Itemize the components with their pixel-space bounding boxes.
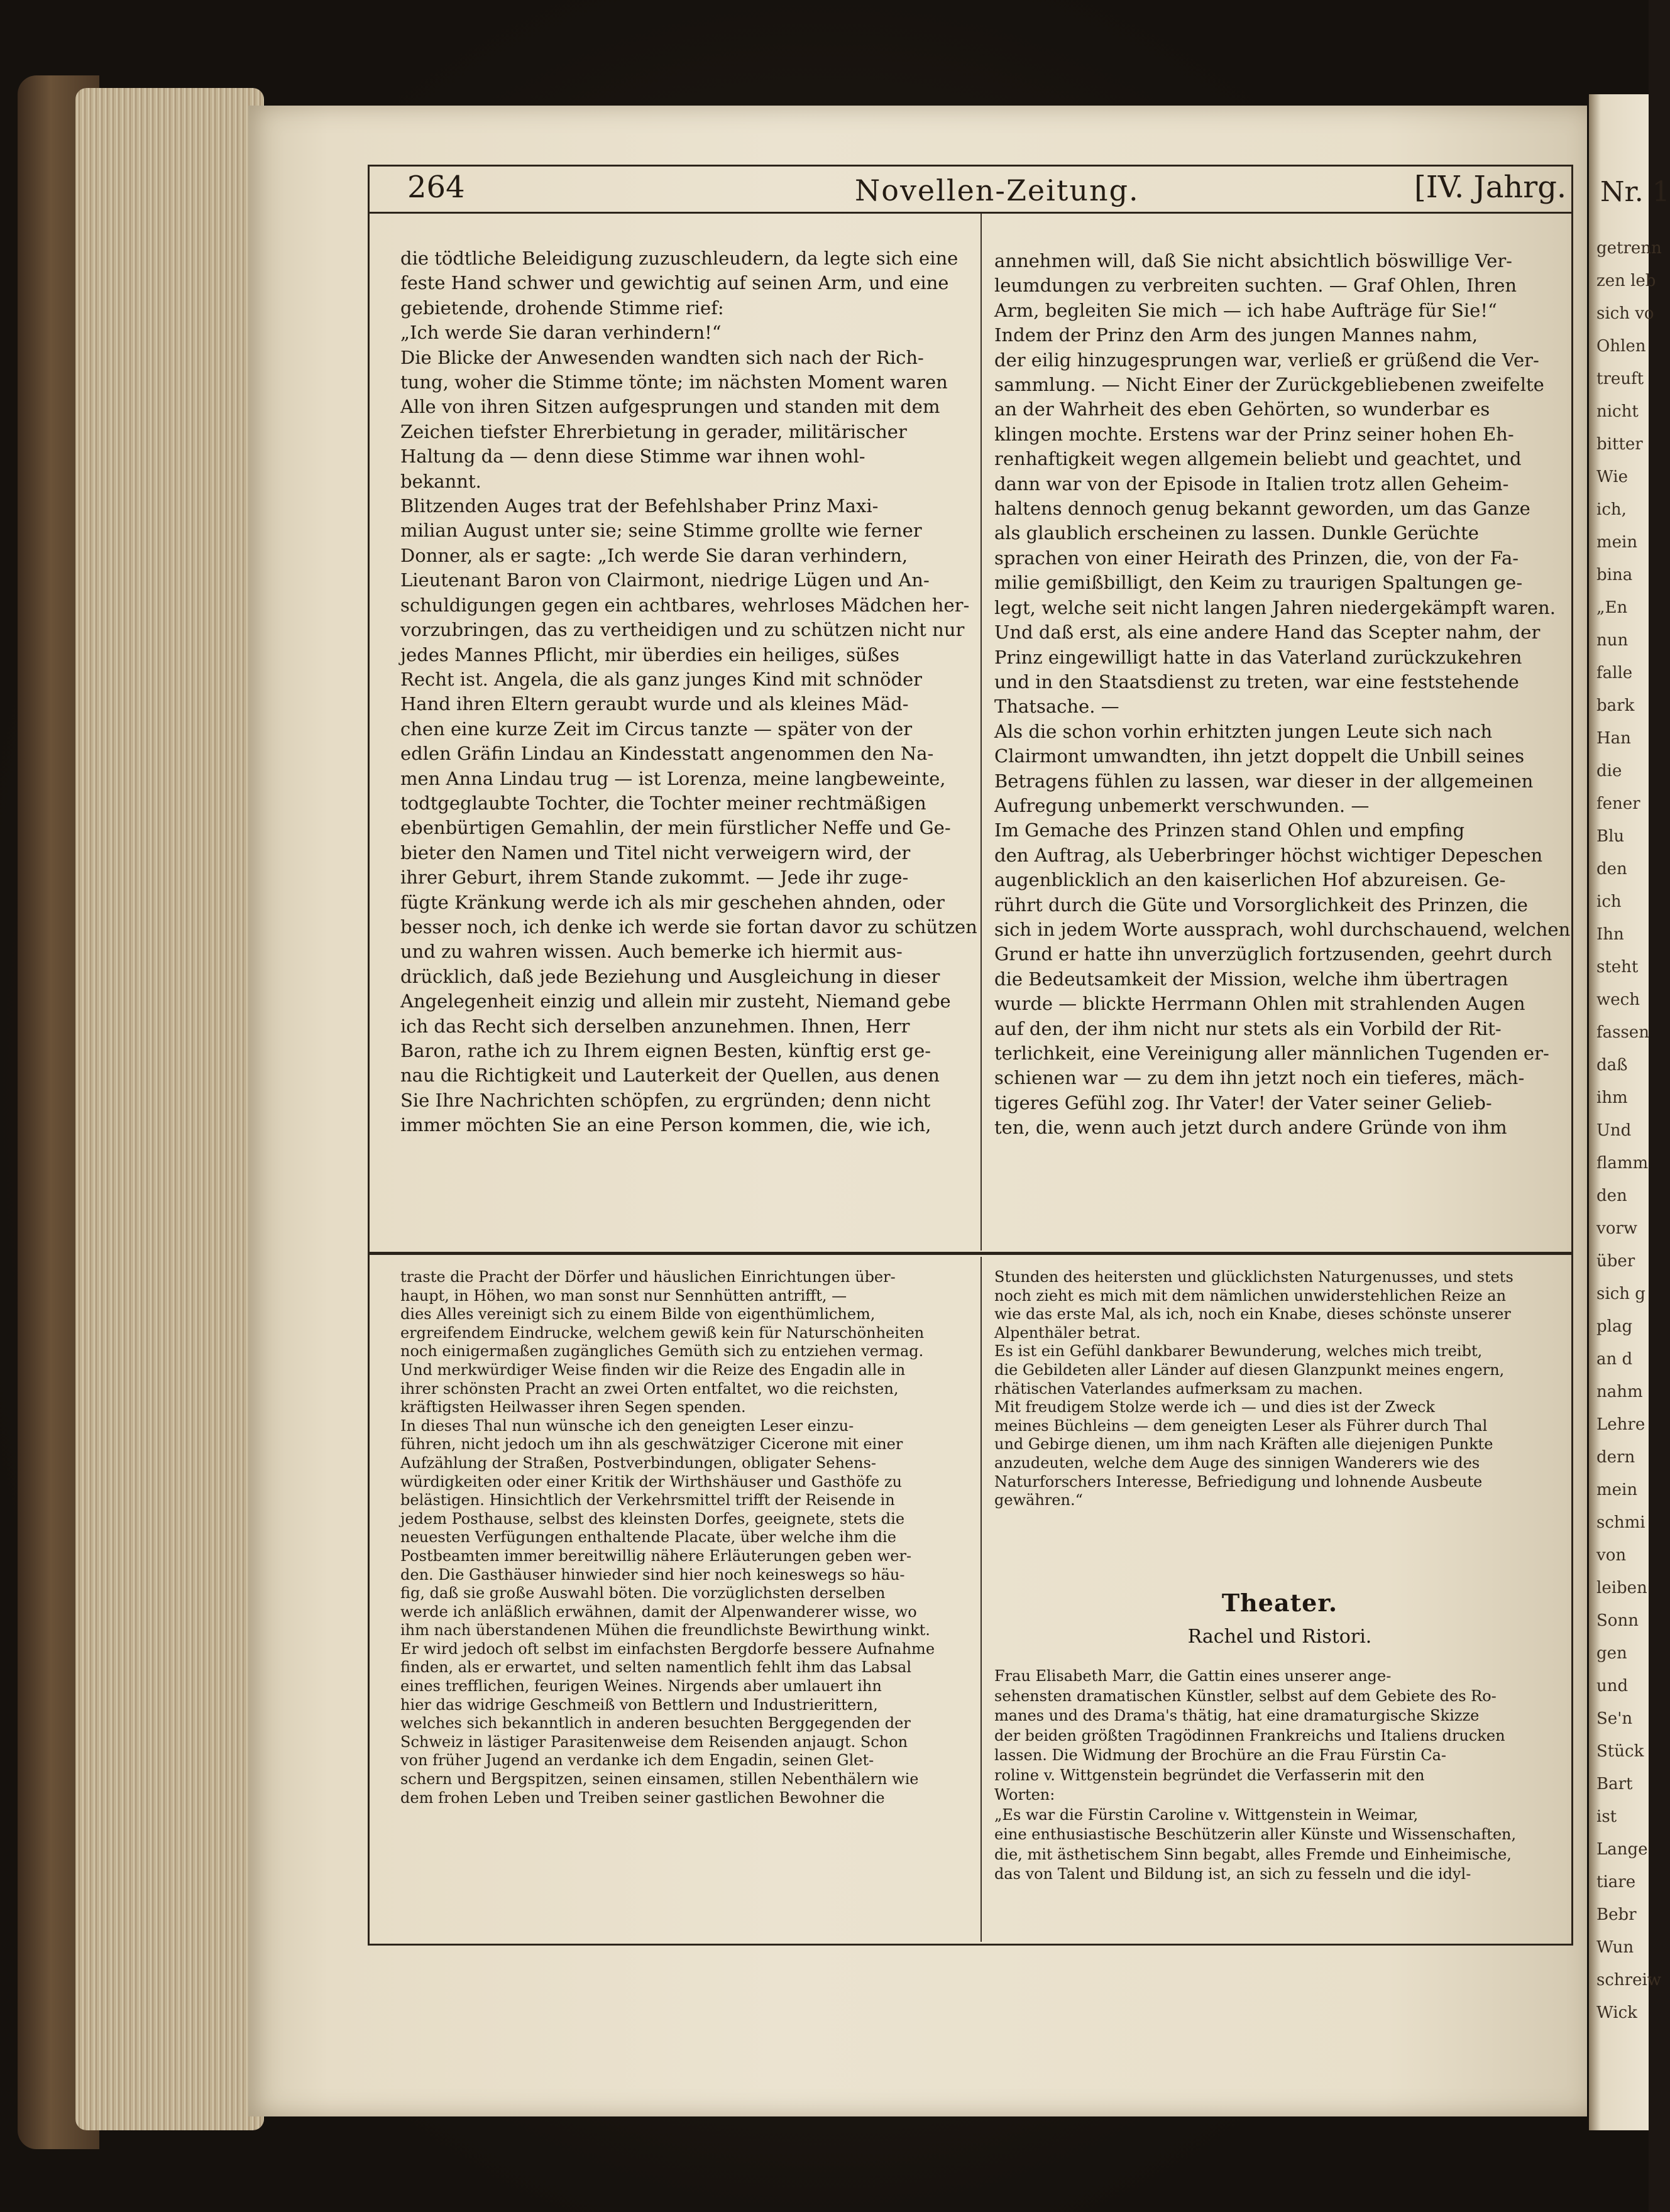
right-page-fragment: schmi bbox=[1596, 1513, 1645, 1532]
text-line: nau die Richtigkeit und Lauterkeit der Quellen, aus denen bbox=[400, 1065, 940, 1087]
right-page-fragment: steht bbox=[1596, 958, 1639, 977]
text-line: Aufregung unbemerkt verschwunden. — bbox=[994, 794, 1370, 816]
right-page-fragment: Lange bbox=[1596, 1840, 1648, 1859]
right-page-fragment: schreiw bbox=[1596, 1971, 1662, 1990]
text-line: klingen mochte. Erstens war der Prinz seiner hohen Eh- bbox=[994, 423, 1514, 445]
text-line: eines trefflichen, feurigen Weines. Nirgends aber umlauert ihn bbox=[400, 1677, 882, 1695]
text-line: neuesten Verfügungen enthaltende Placate, über welche ihm die bbox=[400, 1528, 896, 1547]
right-page-fragment: Und bbox=[1596, 1121, 1632, 1140]
text-line: die, mit ästhetischem Sinn begabt, alles Fremde und Einheimische, bbox=[994, 1845, 1512, 1863]
text-line: dem frohen Leben und Treiben seiner gastlichen Bewohner die bbox=[400, 1788, 885, 1807]
text-line: gewähren.“ bbox=[994, 1491, 1083, 1509]
text-line: Die Blicke der Anwesenden wandten sich nach der Rich- bbox=[400, 346, 924, 368]
volume-label: [IV. Jahrg. bbox=[1414, 170, 1567, 205]
text-line: lassen. Die Widmung der Brochüre an die Frau Fürstin Ca- bbox=[994, 1746, 1446, 1764]
right-page-fragment: bina bbox=[1596, 566, 1633, 584]
right-page-edge bbox=[1589, 94, 1670, 2130]
text-line: Und daß erst, als eine andere Hand das Scepter nahm, der bbox=[994, 621, 1541, 643]
text-line: den. Die Gasthäuser hinwieder sind hier noch keineswegs so häu- bbox=[400, 1565, 905, 1584]
right-page-fragment: mein bbox=[1596, 533, 1638, 552]
text-line: als glaublich erscheinen zu lassen. Dunkle Gerüchte bbox=[994, 522, 1479, 544]
text-line: In dieses Thal nun wünsche ich den geneigten Leser einzu- bbox=[400, 1416, 854, 1435]
text-line: führen, nicht jedoch um ihn als geschwätziger Cicerone mit einer bbox=[400, 1435, 903, 1454]
text-line: Thatsache. — bbox=[994, 696, 1119, 718]
page-number: 264 bbox=[407, 170, 465, 205]
right-page-fragment: plag bbox=[1596, 1317, 1633, 1336]
text-line: Recht ist. Angela, die als ganz junges Kind mit schnöder bbox=[400, 668, 923, 690]
right-page-fragment: ich, bbox=[1596, 500, 1627, 519]
text-line: kräftigsten Heilwasser ihren Segen spenden. bbox=[400, 1398, 746, 1416]
theater-section-heading bbox=[994, 1589, 1565, 1648]
text-line: wie das erste Mal, als ich, noch ein Knabe, dieses schönste unserer bbox=[994, 1305, 1511, 1323]
column-bottom-left bbox=[400, 1268, 971, 1807]
text-line: Blitzenden Auges trat der Befehlshaber Prinz Maxi- bbox=[400, 495, 879, 517]
text-line: Im Gemache des Prinzen stand Ohlen und empfing bbox=[994, 819, 1465, 841]
text-line: schienen war — zu dem ihn jetzt noch ein tieferes, mäch- bbox=[994, 1067, 1525, 1089]
text-line: drücklich, daß jede Beziehung und Ausgleichung in dieser bbox=[400, 965, 940, 987]
text-line: „Es war die Fürstin Caroline v. Wittgenstein in Weimar, bbox=[994, 1805, 1419, 1824]
text-line: annehmen will, daß Sie nicht absichtlich böswillige Ver- bbox=[994, 250, 1512, 271]
text-line: ihrer schönsten Pracht an zwei Orten entfaltet, wo die reichsten, bbox=[400, 1379, 899, 1398]
text-line: Aufzählung der Straßen, Postverbindungen, obligater Sehens- bbox=[400, 1454, 876, 1472]
text-line: der beiden größten Tragödinnen Frankreichs und Italiens drucken bbox=[994, 1726, 1505, 1744]
text-line: welches sich bekanntlich in anderen besuchten Berggegenden der bbox=[400, 1714, 911, 1733]
text-line: leumdungen zu verbreiten suchten. — Graf Ohlen, Ihren bbox=[994, 275, 1517, 297]
text-line: noch zieht es mich mit dem nämlichen unwiderstehlichen Reize an bbox=[994, 1286, 1507, 1305]
text-line: die Bedeutsamkeit der Mission, welche ihm übertragen bbox=[994, 968, 1508, 990]
text-line: und Gebirge dienen, um ihm nach Kräften alle diejenigen Punkte bbox=[994, 1435, 1493, 1454]
text-line: Angelegenheit einzig und allein mir zusteht, Niemand gebe bbox=[400, 990, 951, 1012]
text-line: meines Büchleins — dem geneigten Leser als Führer durch Thal bbox=[994, 1416, 1488, 1435]
right-page-fragment: gen bbox=[1596, 1644, 1627, 1663]
text-line: anzudeuten, welche dem Auge des sinnigen Wanderers wie des bbox=[994, 1454, 1480, 1472]
text-line: gebietende, drohende Stimme rief: bbox=[400, 297, 724, 319]
right-page-fragment: daß bbox=[1596, 1056, 1628, 1075]
right-page-fragment: bitter bbox=[1596, 435, 1643, 454]
right-page-fragment: dern bbox=[1596, 1448, 1635, 1467]
right-page-fragment: Wick bbox=[1596, 2003, 1637, 2022]
right-page-fragment: Bebr bbox=[1596, 1905, 1637, 1924]
text-line: Baron, rathe ich zu Ihrem eignen Besten, künftig erst ge- bbox=[400, 1040, 931, 1061]
text-line: rhätischen Vaterlandes aufmerksam zu machen. bbox=[994, 1379, 1363, 1398]
section-title: Theater. bbox=[1221, 1589, 1338, 1617]
column-theater bbox=[994, 1667, 1565, 1885]
column-bottom-right bbox=[994, 1268, 1565, 1510]
text-line: Naturforschers Interesse, Befriedigung und lohnende Ausbeute bbox=[994, 1472, 1483, 1491]
right-page-fragment: den bbox=[1596, 860, 1627, 879]
text-line: sehensten dramatischen Künstler, selbst auf dem Gebiete des Ro- bbox=[994, 1687, 1497, 1705]
right-page-fragment: nicht bbox=[1596, 402, 1639, 421]
text-line: besser noch, ich denke ich werde sie fortan davor zu schützen bbox=[400, 916, 977, 938]
text-line: und zu wahren wissen. Auch bemerke ich hiermit aus- bbox=[400, 941, 903, 963]
right-page-fragment: Stück bbox=[1596, 1742, 1644, 1761]
right-page-fragment: Han bbox=[1596, 729, 1631, 748]
right-page-fragment: „En bbox=[1596, 598, 1628, 617]
right-page-fragment: vorw bbox=[1596, 1219, 1638, 1238]
section-divider bbox=[368, 1252, 1573, 1255]
right-page-fragment: Sonn bbox=[1596, 1611, 1639, 1630]
right-page-fragment: nun bbox=[1596, 631, 1629, 650]
text-line: jedes Mannes Pflicht, mir überdies ein heiliges, süßes bbox=[400, 643, 899, 665]
text-line: fügte Kränkung werde ich als mir geschehen ahnden, oder bbox=[400, 891, 945, 913]
text-line: Arm, begleiten Sie mich — ich habe Aufträge für Sie!“ bbox=[994, 299, 1497, 321]
text-line: todtgeglaubte Tochter, die Tochter meiner rechtmäßigen bbox=[400, 792, 926, 814]
right-page-fragment: bark bbox=[1596, 696, 1635, 715]
text-line: dies Alles vereinigt sich zu einem Bilde von eigenthümlichem, bbox=[400, 1305, 876, 1323]
right-page-fragment: den bbox=[1596, 1186, 1627, 1205]
text-line: edlen Gräfin Lindau an Kindesstatt angenommen den Na- bbox=[400, 743, 934, 765]
text-line: ihrer Geburt, ihrem Stande zukommt. — Jede ihr zuge- bbox=[400, 867, 909, 889]
text-line: Betragens fühlen zu lassen, war dieser in der allgemeinen bbox=[994, 770, 1534, 792]
text-line: immer möchten Sie an eine Person kommen, die, wie ich, bbox=[400, 1114, 931, 1136]
text-line: die Gebildeten aller Länder auf diesen Glanzpunkt meines engern, bbox=[994, 1361, 1505, 1379]
text-line: Als die schon vorhin erhitzten jungen Leute sich nach bbox=[994, 720, 1493, 742]
text-line: terlichkeit, eine Vereinigung aller männlichen Tugenden er- bbox=[994, 1043, 1549, 1064]
text-line: augenblicklich an den kaiserlichen Hof abzureisen. Ge- bbox=[994, 869, 1506, 891]
right-page-fragment: Wie bbox=[1596, 468, 1628, 486]
text-line: Prinz eingewilligt hatte in das Vaterland zurückzukehren bbox=[994, 646, 1522, 668]
text-line: sprachen von einer Heirath des Prinzen, die, von der Fa- bbox=[994, 547, 1519, 569]
text-line: milian August unter sie; seine Stimme grollte wie ferner bbox=[400, 520, 922, 542]
text-line: der eilig hinzugesprungen war, verließ er grüßend die Ver- bbox=[994, 349, 1539, 371]
right-page-fragment: fener bbox=[1596, 794, 1640, 813]
right-page-fragment: von bbox=[1596, 1546, 1627, 1565]
journal-title: Novellen-Zeitung. bbox=[855, 173, 1140, 207]
text-line: sich in jedem Worte aussprach, wohl durchschauend, welchen bbox=[994, 918, 1571, 940]
text-line: Stunden des heitersten und glücklichsten Naturgenusses, und stets bbox=[994, 1268, 1513, 1286]
text-line: Indem der Prinz den Arm des jungen Mannes nahm, bbox=[994, 324, 1478, 346]
right-page-fragment: Bart bbox=[1596, 1775, 1633, 1793]
text-line: renhaftigkeit wegen allgemein beliebt und geachtet, und bbox=[994, 448, 1522, 470]
text-line: bekannt. bbox=[400, 470, 481, 492]
text-line: Und merkwürdiger Weise finden wir die Reize des Engadin alle in bbox=[400, 1361, 906, 1379]
right-page-fragment: flamm bbox=[1596, 1154, 1649, 1173]
text-line: ergreifendem Eindrucke, welchem gewiß kein für Naturschönheiten bbox=[400, 1323, 925, 1342]
right-page-fragment: falle bbox=[1596, 664, 1633, 682]
right-page-header: Nr. 1 bbox=[1600, 176, 1670, 208]
text-line: feste Hand schwer und gewichtig auf seinen Arm, und eine bbox=[400, 272, 949, 294]
text-line: werde ich anläßlich erwähnen, damit der Alpenwanderer wisse, wo bbox=[400, 1602, 917, 1621]
right-page-fragment: sich vo bbox=[1596, 304, 1654, 323]
right-page-fragment: an d bbox=[1596, 1350, 1633, 1369]
text-line: Worten: bbox=[994, 1786, 1055, 1804]
text-line: ebenbürtigen Gemahlin, der mein fürstlicher Neffe und Ge- bbox=[400, 817, 951, 839]
text-line: und in den Staatsdienst zu treten, war eine feststehende bbox=[994, 671, 1519, 693]
text-line: ich das Recht sich derselben anzunehmen. Ihnen, Herr bbox=[400, 1015, 910, 1037]
text-line: das von Talent und Bildung ist, an sich zu fesseln und die idyl- bbox=[994, 1865, 1471, 1883]
text-line: eine enthusiastische Beschützerin aller Künste und Wissenschaften, bbox=[994, 1826, 1517, 1843]
text-line: tigeres Gefühl zog. Ihr Vater! der Vater seiner Gelieb- bbox=[994, 1092, 1492, 1114]
right-page-fragment: zen leb bbox=[1596, 271, 1656, 290]
right-page-fragment: treuft bbox=[1596, 370, 1644, 388]
text-line: Er wird jedoch oft selbst im einfachsten Bergdorfe bessere Aufnahme bbox=[400, 1640, 935, 1658]
text-line: den Auftrag, als Ueberbringer höchst wichtiger Depeschen bbox=[994, 844, 1543, 866]
column-top-left bbox=[400, 246, 977, 1138]
text-line: bieter den Namen und Titel nicht verweigern wird, der bbox=[400, 841, 911, 863]
text-line: dann war von der Episode in Italien trotz allen Geheim- bbox=[994, 473, 1509, 495]
text-line: roline v. Wittgenstein begründet die Verfasserin mit den bbox=[994, 1766, 1425, 1784]
right-page-fragment: Ihn bbox=[1596, 925, 1624, 944]
text-line: Frau Elisabeth Marr, die Gattin eines unserer ange- bbox=[994, 1667, 1392, 1685]
column-top-right bbox=[994, 249, 1571, 1141]
column-rule-top bbox=[981, 214, 982, 1251]
right-page-fragment: nahm bbox=[1596, 1382, 1643, 1401]
text-line: die tödtliche Beleidigung zuzuschleudern, da legte sich eine bbox=[400, 248, 959, 269]
text-line: Hand ihren Eltern geraubt wurde und als kleines Mäd- bbox=[400, 693, 909, 715]
text-line: Postbeamten immer bereitwillig nähere Erläuterungen geben wer- bbox=[400, 1547, 912, 1565]
text-line: sammlung. — Nicht Einer der Zurückgebliebenen zweifelte bbox=[994, 374, 1544, 396]
right-page-fragment: Se'n bbox=[1596, 1709, 1633, 1728]
text-line: Grund er hatte ihn unverzüglich fortzusenden, geehrt durch bbox=[994, 943, 1552, 965]
right-page-fragment: ist bbox=[1596, 1807, 1617, 1826]
right-page-fragment: Wun bbox=[1596, 1938, 1634, 1957]
text-line: Donner, als er sagte: „Ich werde Sie daran verhindern, bbox=[400, 544, 908, 566]
right-page-fragment: Lehre bbox=[1596, 1415, 1645, 1434]
text-line: vorzubringen, das zu vertheidigen und zu schützen nicht nur bbox=[400, 619, 965, 641]
text-line: Clairmont umwandten, ihn jetzt doppelt die Unbill seines bbox=[994, 745, 1525, 767]
text-line: auf den, der ihm nicht nur stets als ein Vorbild der Rit- bbox=[994, 1017, 1502, 1039]
text-line: „Ich werde Sie daran verhindern!“ bbox=[400, 322, 722, 344]
right-page-fragment: ihm bbox=[1596, 1088, 1628, 1107]
header-rule bbox=[368, 212, 1573, 214]
text-line: jedem Posthause, selbst des kleinsten Dorfes, geeignete, stets die bbox=[400, 1509, 905, 1528]
text-line: Schweiz in lästiger Parasitenweise dem Reisenden anjaugt. Schon bbox=[400, 1733, 908, 1751]
text-line: manes und des Drama's thätig, hat eine dramaturgische Skizze bbox=[994, 1707, 1480, 1724]
right-page-fragment: Ohlen bbox=[1596, 337, 1646, 356]
section-subtitle: Rachel und Ristori. bbox=[1187, 1626, 1372, 1648]
right-page-fragment: ich bbox=[1596, 892, 1622, 911]
right-page-fragment: über bbox=[1596, 1252, 1635, 1271]
text-line: haltens dennoch genug bekannt geworden, um das Ganze bbox=[994, 498, 1530, 520]
right-page-fragment: sich g bbox=[1596, 1284, 1645, 1303]
text-line: Zeichen tiefster Ehrerbietung in gerader, militärischer bbox=[400, 420, 907, 442]
text-line: men Anna Lindau trug — ist Lorenza, meine langbeweinte, bbox=[400, 767, 946, 789]
text-line: an der Wahrheit des eben Gehörten, so wunderbar es bbox=[994, 398, 1490, 420]
text-line: legt, welche seit nicht langen Jahren niedergekämpft waren. bbox=[994, 596, 1556, 618]
text-line: haupt, in Höhen, wo man sonst nur Sennhütten antrifft, — bbox=[400, 1286, 847, 1305]
text-line: milie gemißbilligt, den Keim zu traurigen Spaltungen ge- bbox=[994, 572, 1523, 594]
column-rule-bottom bbox=[981, 1257, 982, 1942]
text-line: ten, die, wenn auch jetzt durch andere Gründe von ihm bbox=[994, 1117, 1507, 1139]
text-line: Alpenthäler betrat. bbox=[994, 1323, 1141, 1342]
right-page-fragment: wech bbox=[1596, 990, 1640, 1009]
text-line: Haltung da — denn diese Stimme war ihnen wohl- bbox=[400, 446, 865, 468]
text-line: von früher Jugend an verdanke ich dem Engadin, seinen Glet- bbox=[400, 1751, 874, 1770]
text-line: ihm nach überstandenen Mühen die freundlichste Bewirthung winkt. bbox=[400, 1621, 930, 1640]
text-line: Lieutenant Baron von Clairmont, niedrige Lügen und An- bbox=[400, 569, 930, 591]
text-line: wurde — blickte Herrmann Ohlen mit strahlenden Augen bbox=[994, 993, 1525, 1015]
text-line: fig, daß sie große Auswahl böten. Die vorzüglichsten derselben bbox=[400, 1584, 886, 1602]
text-line: schern und Bergspitzen, seinen einsamen, stillen Nebenthälern wie bbox=[400, 1770, 919, 1788]
text-line: Es ist ein Gefühl dankbarer Bewunderung, welches mich treibt, bbox=[994, 1342, 1483, 1361]
text-line: chen eine kurze Zeit im Circus tanzte — später von der bbox=[400, 718, 913, 740]
right-page-fragment: leiben bbox=[1596, 1579, 1647, 1597]
text-line: schuldigungen gegen ein achtbares, wehrloses Mädchen her- bbox=[400, 594, 970, 616]
text-line: Alle von ihren Sitzen aufgesprungen und standen mit dem bbox=[400, 396, 940, 418]
text-line: rührt durch die Güte und Vorsorglichkeit des Prinzen, die bbox=[994, 894, 1528, 916]
right-page-fragment: Blu bbox=[1596, 827, 1625, 846]
text-line: Mit freudigem Stolze werde ich — und dies ist der Zweck bbox=[994, 1398, 1435, 1416]
text-line: würdigkeiten oder einer Kritik der Wirthshäuser und Gasthöfe zu bbox=[400, 1472, 902, 1491]
right-page-fragment: mein bbox=[1596, 1481, 1638, 1499]
right-page-fragment: die bbox=[1596, 762, 1622, 780]
right-page-fragment: und bbox=[1596, 1677, 1629, 1695]
text-line: belästigen. Hinsichtlich der Verkehrsmittel trifft der Reisende in bbox=[400, 1491, 895, 1509]
page-edges bbox=[75, 88, 264, 2130]
text-line: Sie Ihre Nachrichten schöpfen, zu ergründen; denn nicht bbox=[400, 1089, 931, 1111]
text-line: tung, woher die Stimme tönte; im nächsten Moment waren bbox=[400, 371, 948, 393]
text-line: noch einigermaßen zugängliches Gemüth sich zu entziehen vermag. bbox=[400, 1342, 924, 1361]
right-page-fragment: getrenn bbox=[1596, 239, 1662, 258]
right-page-fragment: tiare bbox=[1596, 1873, 1636, 1892]
right-page-fragment: fassen bbox=[1596, 1023, 1649, 1042]
text-line: hier das widrige Geschmeiß von Bettlern und Industrierittern, bbox=[400, 1695, 878, 1714]
text-line: finden, als er erwartet, und selten namentlich fehlt ihm das Labsal bbox=[400, 1658, 912, 1677]
text-line: traste die Pracht der Dörfer und häuslichen Einrichtungen über- bbox=[400, 1268, 896, 1286]
